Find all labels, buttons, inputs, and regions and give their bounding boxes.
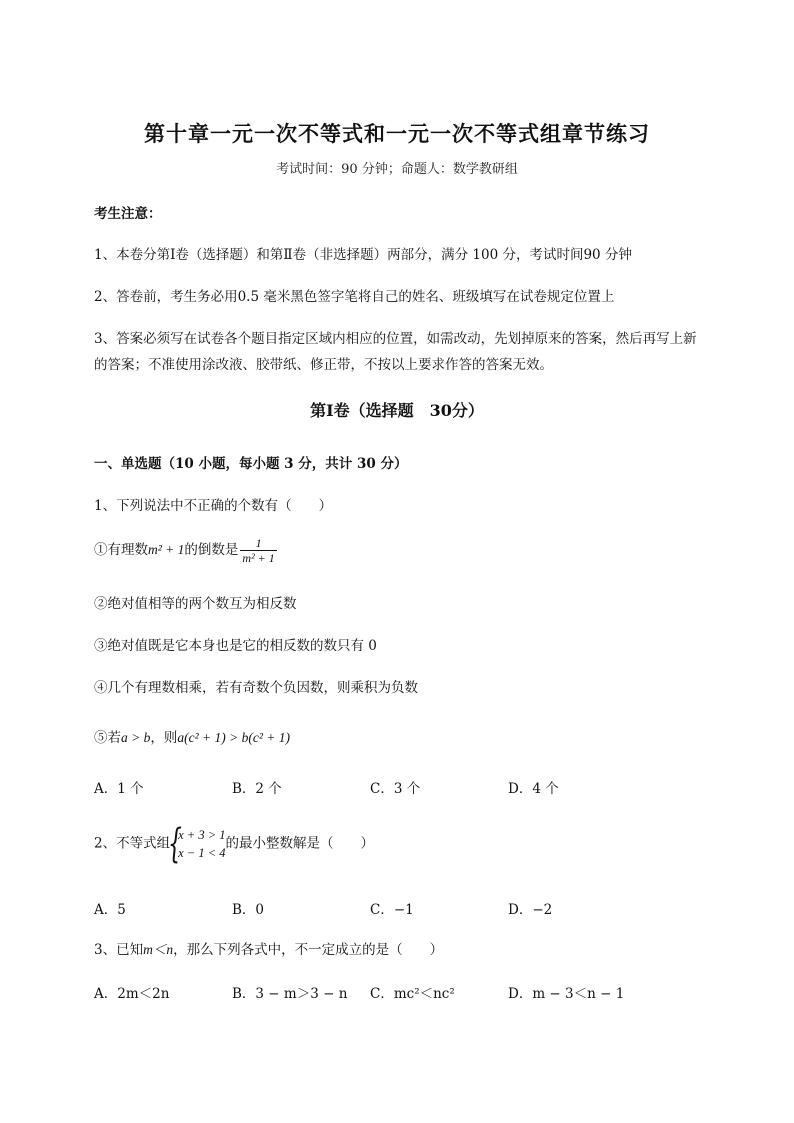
q1-statement-5: [94, 726, 290, 746]
note-item: 2、答卷前，考生务必用0.5 毫米黑色签字笔将自己的姓名、班级填写在试卷规定位置上: [94, 289, 615, 305]
fraction-denominator: m² + 1: [242, 551, 275, 565]
q3-option-b[interactable]: B．3 − m＞3 − n: [232, 986, 348, 1002]
exam-title: 第十章一元一次不等式和一元一次不等式组章节练习: [144, 121, 650, 146]
q1-option-b[interactable]: B．2 个: [232, 781, 282, 797]
q1-s1-mid: 的倒数是: [184, 542, 239, 558]
q2-stem-suffix: 的最小整数解是（ ）: [225, 835, 375, 852]
q3-stem: [94, 938, 443, 958]
q2-ineq-1: x + 3 > 1: [178, 828, 226, 842]
q2-option-d[interactable]: D．−2: [508, 902, 553, 918]
left-brace: {: [168, 821, 183, 867]
q1-s1-fraction: [240, 536, 276, 565]
note-item: 1、本卷分第Ⅰ卷（选择题）和第Ⅱ卷（非选择题）两部分，满分 100 分，考试时间90 分钟: [94, 247, 632, 263]
q2-ineq-2: x − 1 < 4: [178, 846, 226, 860]
q3-cond: m＜n: [143, 942, 174, 957]
q3-option-d[interactable]: D．m − 3＜n − 1: [508, 986, 625, 1002]
section-title: 第Ⅰ卷（选择题 30分）: [310, 401, 484, 420]
q1-statement-3: ③绝对值既是它本身也是它的相反数的数只有 0: [94, 638, 377, 654]
q3-stem-suffix: ，那么下列各式中，不一定成立的是（ ）: [173, 942, 444, 958]
q1-s5-cond: a > b: [121, 730, 151, 745]
q2-option-a[interactable]: A．5: [94, 902, 126, 918]
q2-option-b[interactable]: B．0: [232, 902, 265, 918]
q3-option-c[interactable]: C．mc²＜nc²: [370, 986, 455, 1002]
q2-inequality-system: [168, 821, 226, 867]
q1-option-c[interactable]: C．3 个: [370, 781, 421, 797]
q1-statement-4: ④几个有理数相乘，若有奇数个负因数，则乘积为负数: [94, 680, 418, 696]
q1-s5-expr: a(c² + 1) > b(c² + 1): [177, 730, 291, 745]
q1-s5-mid: ，则: [150, 730, 178, 746]
fraction-numerator: 1: [240, 536, 276, 551]
q2-stem-prefix: 2、不等式组: [94, 835, 171, 852]
part-heading: 一、单选题（10 小题，每小题 3 分，共计 30 分）: [94, 456, 408, 472]
note-item: 3、答案必须写在试卷各个题目指定区域内相应的位置，如需改动，先划掉原来的答案，然后再写上新: [94, 331, 697, 347]
q1-statement-2: ②绝对值相等的两个数互为相反数: [94, 596, 297, 612]
q2-stem: [94, 821, 375, 867]
q1-s1-expr: m² + 1: [148, 542, 185, 557]
q1-option-a[interactable]: A．1 个: [94, 781, 144, 797]
q3-stem-prefix: 3、已知: [94, 942, 144, 958]
q1-s1-prefix: ①有理数: [94, 542, 148, 558]
note-item: 的答案；不准使用涂改液、胶带纸、修正带，不按以上要求作答的答案无效。: [94, 357, 553, 373]
notes-heading: 考生注意：: [94, 206, 162, 222]
q1-option-d[interactable]: D．4 个: [508, 781, 559, 797]
q1-statement-1: [94, 536, 277, 565]
q1-stem: 1、下列说法中不正确的个数有（ ）: [94, 498, 333, 514]
q2-option-c[interactable]: C．−1: [370, 902, 414, 918]
q3-option-a[interactable]: A．2m＜2n: [94, 986, 170, 1002]
exam-subtitle: 考试时间：90 分钟；命题人：数学教研组: [276, 162, 518, 177]
q1-s5-prefix: ⑤若: [94, 730, 121, 746]
